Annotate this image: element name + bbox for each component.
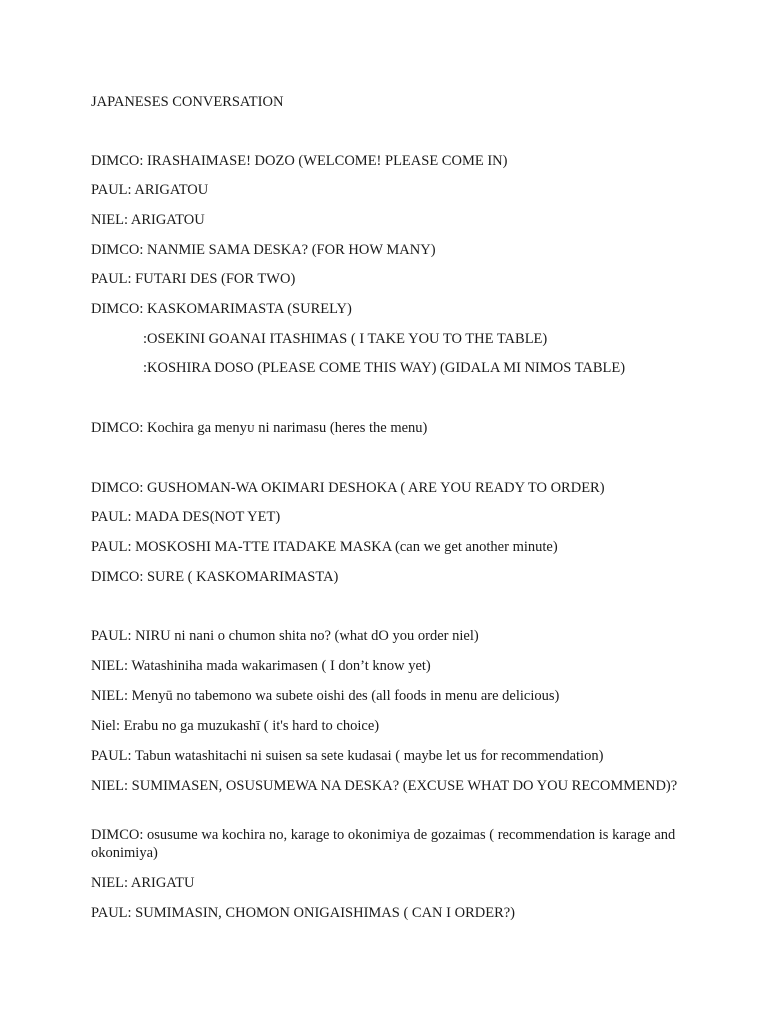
dialogue-line: PAUL: MADA DES(NOT YET)	[91, 509, 281, 525]
dialogue-line: NIEL: Menyū no tabemono wa subete oishi des (all foods in menu are delicious)	[91, 688, 560, 704]
dialogue-line: DIMCO: IRASHAIMASE! DOZO (WELCOME! PLEASE COME IN)	[91, 153, 508, 169]
dialogue-line: Niel: Erabu no ga muzukashī ( it's hard to choice)	[91, 718, 380, 734]
dialogue-line: DIMCO: Kochira ga menyᴜ ni narimasu (heres the menu)	[91, 420, 428, 436]
dialogue-line: PAUL: FUTARI DES (FOR TWO)	[91, 271, 296, 287]
dialogue-line: NIEL: SUMIMASEN, OSUSUMEWA NA DESKA? (EXCUSE WHAT DO YOU RECOMMEND)?	[91, 778, 678, 794]
dialogue-line: DIMCO: KASKOMARIMASTA (SURELY)	[91, 301, 352, 317]
dialogue-line: NIEL: ARIGATU	[91, 875, 195, 891]
dialogue-line-continuation: :OSEKINI GOANAI ITASHIMAS ( I TAKE YOU TO THE TABLE)	[143, 331, 548, 347]
dialogue-line: DIMCO: osusume wa kochira no, karage to okonimiya de gozaimas ( recommendation is karage and okonimiya)	[91, 827, 676, 861]
dialogue-line-continuation: :KOSHIRA DOSO (PLEASE COME THIS WAY) (GIDALA MI NIMOS TABLE)	[143, 360, 626, 376]
dialogue-line: NIEL: Watashiniha mada wakarimasen ( I don’t know yet)	[91, 658, 431, 674]
dialogue-line: DIMCO: GUSHOMAN-WA OKIMARI DESHOKA ( ARE YOU READY TO ORDER)	[91, 480, 605, 496]
dialogue-line: PAUL: ARIGATOU	[91, 182, 209, 198]
dialogue-line: PAUL: SUMIMASIN, CHOMON ONIGAISHIMAS ( CAN I ORDER?)	[91, 905, 516, 921]
dialogue-line: DIMCO: NANMIE SAMA DESKA? (FOR HOW MANY)	[91, 242, 436, 258]
dialogue-line: PAUL: MOSKOSHI MA-TTE ITADAKE MASKA (can we get another minute)	[91, 539, 558, 555]
dialogue-line: DIMCO: SURE ( KASKOMARIMASTA)	[91, 569, 339, 585]
dialogue-line: PAUL: Tabun watashitachi ni suisen sa sete kudasai ( maybe let us for recommendation)	[91, 748, 604, 764]
dialogue-line: PAUL: NIRU ni nani o chumon shita no? (what dO you order niel)	[91, 628, 479, 644]
dialogue-line: NIEL: ARIGATOU	[91, 212, 205, 228]
document-title: JAPANESES CONVERSATION	[91, 94, 284, 110]
